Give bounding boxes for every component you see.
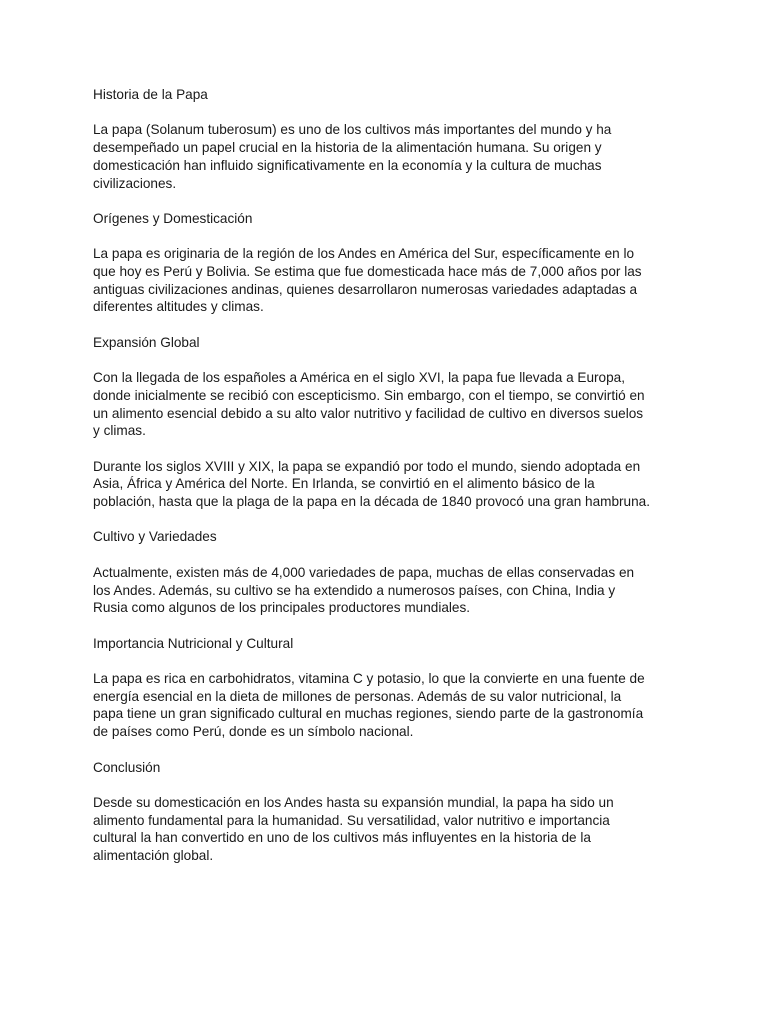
- paragraph-line: alimentación global.: [93, 848, 214, 864]
- document-title-text: Historia de la Papa: [93, 87, 208, 102]
- intro-line: La papa (Solanum tuberosum) es uno de los cultivos más importantes del mundo y ha: [93, 122, 612, 138]
- section-paragraph: [93, 670, 685, 741]
- paragraph-line: Asia, África y América del Norte. En Irlanda, se convirtió en el alimento básico de la: [93, 476, 595, 492]
- paragraph-line: de países como Perú, donde es un símbolo nacional.: [93, 724, 414, 740]
- paragraph-line: alimento fundamental para la humanidad. Su versatilidad, valor nutritivo e importancia: [93, 812, 610, 828]
- section-heading-text: Conclusión: [93, 759, 161, 775]
- paragraph-line: Durante los siglos XVIII y XIX, la papa se expandió por todo el mundo, siendo adoptada en: [93, 458, 641, 474]
- paragraph-line: antiguas civilizaciones andinas, quienes desarrollaron numerosas variedades adaptadas a: [93, 281, 638, 297]
- intro-line: desempeñado un papel crucial en la historia de la alimentación humana. Su origen y: [93, 140, 602, 156]
- paragraph-line: población, hasta que la plaga de la papa en la década de 1840 provocó una gran hambruna.: [93, 494, 651, 510]
- paragraph-line: un alimento esencial debido a su alto valor nutritivo y facilidad de cultivo en diversos suelos: [93, 405, 644, 421]
- paragraph-line: Rusia como algunos de los principales productores mundiales.: [93, 600, 471, 616]
- section-paragraph: [93, 245, 685, 316]
- document-page: [93, 86, 685, 882]
- paragraph-line: cultural la han convertido en uno de los cultivos más influyentes en la historia de la: [93, 830, 591, 846]
- paragraph-line: papa tiene un gran significado cultural en muchas regiones, siendo parte de la gastronomía: [93, 706, 644, 722]
- paragraph-line: que hoy es Perú y Bolivia. Se estima que fue domesticada hace más de 7,000 años por las: [93, 263, 642, 279]
- section-paragraph: [93, 369, 685, 440]
- section-heading-cultivo: [93, 528, 685, 546]
- intro-line: domesticación han influido significativamente en la economía y la cultura de muchas: [93, 157, 602, 173]
- paragraph-line: Con la llegada de los españoles a América en el siglo XVI, la papa fue llevada a Europa,: [93, 370, 626, 386]
- section-paragraph: [93, 564, 685, 617]
- section-paragraph: [93, 458, 685, 511]
- paragraph-line: los Andes. Además, su cultivo se ha extendido a numerosos países, con China, India y: [93, 582, 616, 598]
- section-heading-text: Expansión Global: [93, 334, 200, 350]
- section-paragraph: [93, 794, 685, 865]
- intro-line: civilizaciones.: [93, 175, 177, 191]
- intro-paragraph: [93, 121, 685, 192]
- paragraph-line: energía esencial en la dieta de millones de personas. Además de su valor nutricional, la: [93, 688, 622, 704]
- section-heading-origenes: [93, 210, 685, 228]
- section-heading-expansion: [93, 334, 685, 352]
- document-title: [93, 86, 685, 104]
- paragraph-line: Actualmente, existen más de 4,000 variedades de papa, muchas de ellas conservadas en: [93, 564, 635, 580]
- paragraph-line: Desde su domesticación en los Andes hasta su expansión mundial, la papa ha sido un: [93, 794, 614, 810]
- paragraph-line: donde inicialmente se recibió con escepticismo. Sin embargo, con el tiempo, se convirtió en: [93, 387, 645, 403]
- paragraph-line: La papa es rica en carbohidratos, vitamina C y potasio, lo que la convierte en una fuente de: [93, 671, 645, 687]
- section-heading-importancia: [93, 635, 685, 653]
- section-heading-conclusion: [93, 759, 685, 777]
- section-heading-text: Orígenes y Domesticación: [93, 210, 253, 226]
- paragraph-line: La papa es originaria de la región de los Andes en América del Sur, específicamente en lo: [93, 246, 635, 262]
- paragraph-line: diferentes altitudes y climas.: [93, 299, 264, 315]
- paragraph-line: y climas.: [93, 423, 146, 439]
- section-heading-text: Importancia Nutricional y Cultural: [93, 635, 294, 651]
- section-heading-text: Cultivo y Variedades: [93, 529, 217, 545]
